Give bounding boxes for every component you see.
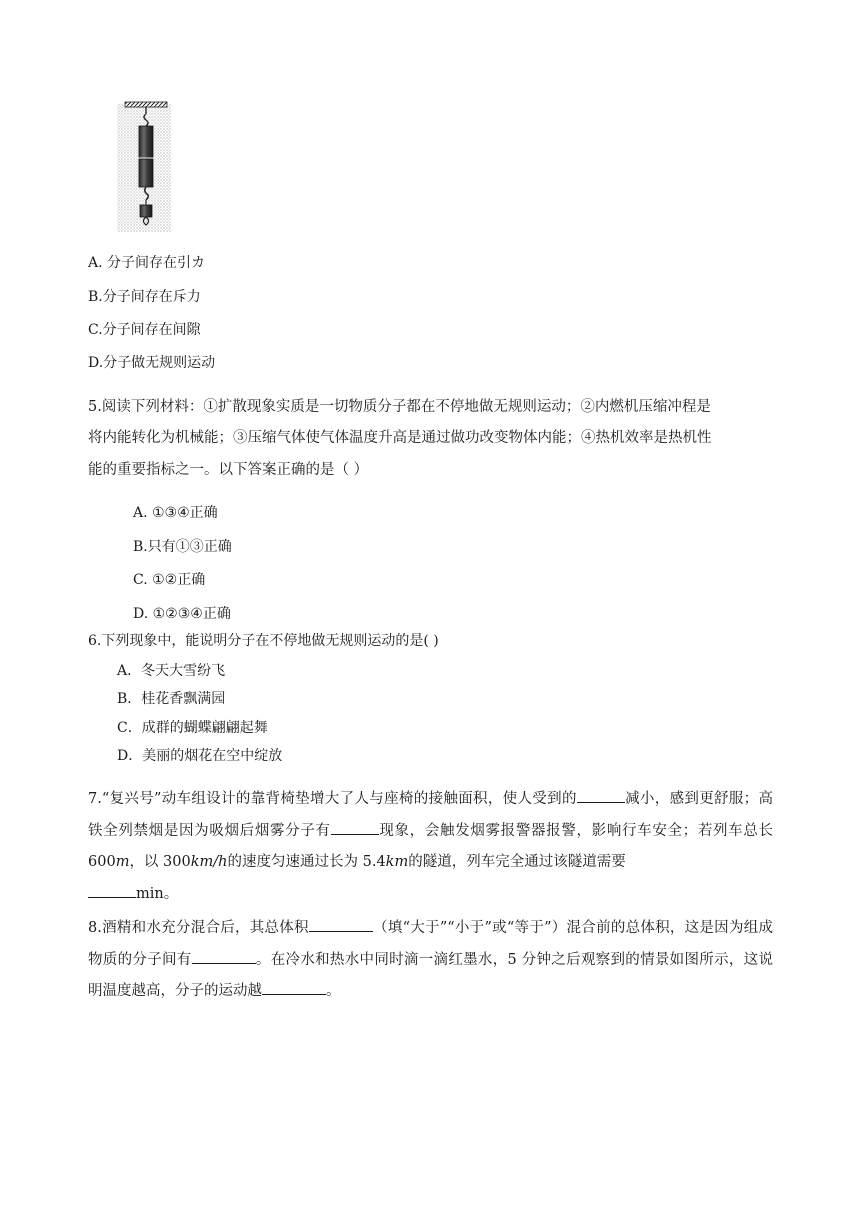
q4-option-b: B.分子间存在斥力 bbox=[88, 289, 201, 305]
q7-unit-km: km bbox=[385, 854, 409, 870]
q8-text-2: （填“大于”“小于”或“等于”）混合前的总体积，这是因为组成物质的分子间有 bbox=[88, 920, 773, 968]
q6-stem: 6.下列现象中，能说明分子在不停地做无规则运动的是( ) bbox=[88, 633, 439, 649]
q6-option-c: C．成群的蝴蝶翩翩起舞 bbox=[117, 720, 268, 736]
lead-cylinders-illustration bbox=[115, 98, 175, 233]
q7-blank-phenomenon[interactable] bbox=[331, 820, 379, 835]
q8-text-1: 8.酒精和水充分混合后，其总体积 bbox=[88, 920, 309, 936]
q7-text-2: 减小，感到更舒服；高铁全列禁烟是因为吸烟后烟雾分子有 bbox=[88, 791, 773, 839]
q6-option-b: B．桂花香飘满园 bbox=[117, 691, 226, 707]
lead-cylinders-figure bbox=[115, 98, 175, 233]
q7-text-1: 7.“复兴号”动车组设计的靠背椅垫增大了人与座椅的接触面积，使人受到的 bbox=[88, 791, 577, 807]
q7-text-3: 现象，会触发烟雾报警器报警，影响行车安全；若列车总长600 bbox=[88, 822, 774, 870]
q4-option-a: A. 分子间存在引カ bbox=[88, 255, 206, 271]
q7-blank-time[interactable] bbox=[88, 883, 136, 898]
q7-text-6: 的隧道，列车完全通过该隧道需要 bbox=[408, 854, 626, 870]
q6-option-a: A．冬天大雪纷飞 bbox=[117, 663, 226, 679]
q8-blank-motion[interactable] bbox=[262, 980, 326, 995]
q5-stem-line-3: 能的重要指标之一。以下答案正确的是（ ） bbox=[88, 462, 369, 478]
q8-text-4: 。 bbox=[326, 983, 341, 999]
q7-text-5: 的速度匀速通过长为 5.4 bbox=[227, 854, 386, 870]
q4-option-c: C.分子间存在间隙 bbox=[88, 322, 201, 338]
q7-text-7: min。 bbox=[136, 885, 179, 902]
q7-blank-pressure[interactable] bbox=[577, 788, 625, 803]
q8-text-3: 。在冷水和热水中同时滴一滴红墨水，5 分钟之后观察到的情景如图所示，这说明温度越高，分子的运动越 bbox=[88, 951, 773, 999]
q5-option-b: B.只有①③正确 bbox=[133, 539, 232, 555]
q5-stem-line-1: 5.阅读下列材料：①扩散现象实质是一切物质分子都在不停地做无规则运动；②内燃机压缩冲程是 bbox=[88, 399, 711, 415]
q5-stem-line-2: 将内能转化为机械能；③压缩气体使气体温度升高是通过做功改变物体内能；④热机效率是热机性 bbox=[88, 430, 712, 446]
q6-option-d: D．美丽的烟花在空中绽放 bbox=[117, 748, 283, 764]
q5-option-a: A. ①③④正确 bbox=[133, 505, 218, 521]
q8-blank-volume[interactable] bbox=[309, 917, 373, 932]
q5-option-c: C. ①②正确 bbox=[133, 572, 206, 588]
q7-unit-m: m bbox=[115, 854, 130, 870]
q5-option-d: D. ①②③④正确 bbox=[133, 606, 231, 622]
q7-paragraph bbox=[88, 784, 773, 910]
q4-option-d: D.分子做无规则运动 bbox=[88, 355, 216, 371]
q8-blank-gap[interactable] bbox=[192, 949, 256, 964]
q8-paragraph bbox=[88, 913, 773, 1008]
q7-unit-kmh: km/h bbox=[190, 854, 228, 870]
q7-text-4: ，以 300 bbox=[129, 854, 191, 870]
